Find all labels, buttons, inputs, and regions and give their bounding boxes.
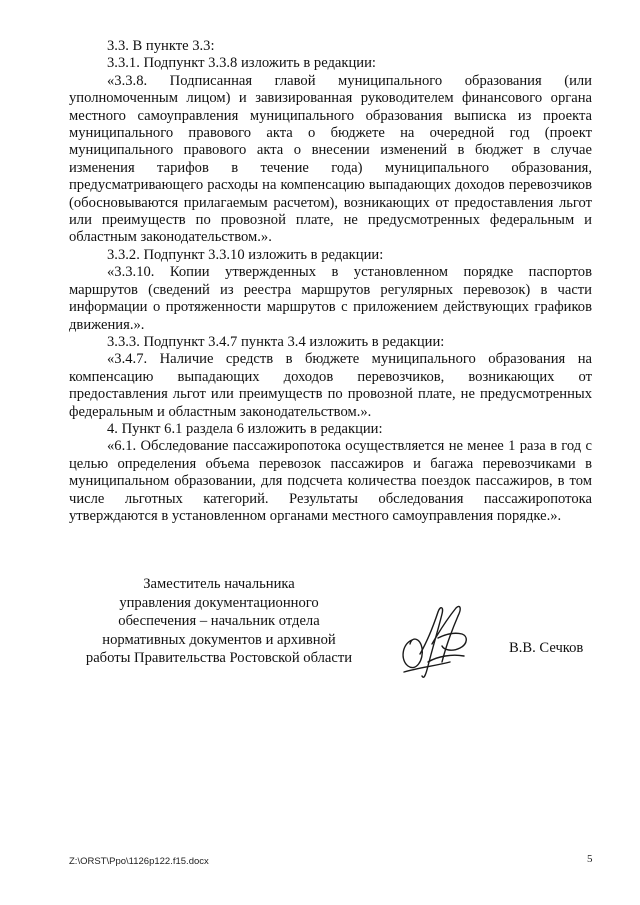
position-line: работы Правительства Ростовской области (85, 650, 353, 667)
paragraph: «3.4.7. Наличие средств в бюджете муниципального образования на компенсацию выпадающих доходов перевозчиков, возникающих от предоставления льгот или преимуществ по провозной плате, не предусмотренных федеральным и областным законодательством.». (69, 351, 592, 420)
signatory-name: В.В. Сечков (509, 640, 584, 656)
paragraph: 3.3.1. Подпункт 3.3.8 изложить в редакции: (107, 55, 376, 72)
footer-file-path: Z:\ORST\Ppo\1126p122.f15.docx (69, 856, 209, 867)
document-body (69, 38, 592, 525)
position-line: обеспечения – начальник отдела (118, 613, 320, 630)
paragraph: 3.3. В пункте 3.3: (107, 38, 215, 54)
paragraph: «6.1. Обследование пассажиропотока осуществляется не менее 1 раза в год с целью определения объема перевозок пассажиров и багажа перевозчиками в муниципальном образовании, для подсчета количества поездок пассажиров, в том числе льготных категорий. Результаты обследования пассажиропотока утверждаются в установленном органами местного самоуправления порядке.». (69, 438, 592, 524)
paragraph: 3.3.3. Подпункт 3.4.7 пункта 3.4 изложить в редакции: (107, 333, 445, 350)
paragraph: «3.3.8. Подписанная главой муниципального образования (или уполномоченным лицом) и завизированная руководителем финансового органа местного самоуправления муниципального образования выписка из проекта муниципального правового акта о бюджете на очередной год (проект муниципального правового акта о внесении изменений в бюджет в случае изменения тарифов в течение года) муниципального образования, предусматривающего расходы на компенсацию выпадающих доходов перевозчиков (обосновываются прилагаемым расчетом), возникающих от предоставления льгот или преимуществ по провозной плате, не предусмотренных федеральным и областным законодательством.». (69, 72, 592, 246)
position-line: управления документационного (119, 594, 319, 611)
signatory-position (69, 575, 369, 668)
position-line: Заместитель начальника (143, 576, 295, 592)
handwritten-signature (398, 600, 476, 682)
paragraph: 3.3.2. Подпункт 3.3.10 изложить в редакции: (107, 246, 384, 263)
paragraph: «3.3.10. Копии утвержденных в установленном порядке паспортов маршрутов (сведений из реестра маршрутов регулярных перевозок) в части информации о протяженности маршрутов с приложением действующих графиков движения.». (69, 264, 592, 333)
paragraph: 4. Пункт 6.1 раздела 6 изложить в редакции: (107, 420, 383, 437)
position-line: нормативных документов и архивной (102, 631, 336, 648)
page-number: 5 (587, 853, 593, 865)
